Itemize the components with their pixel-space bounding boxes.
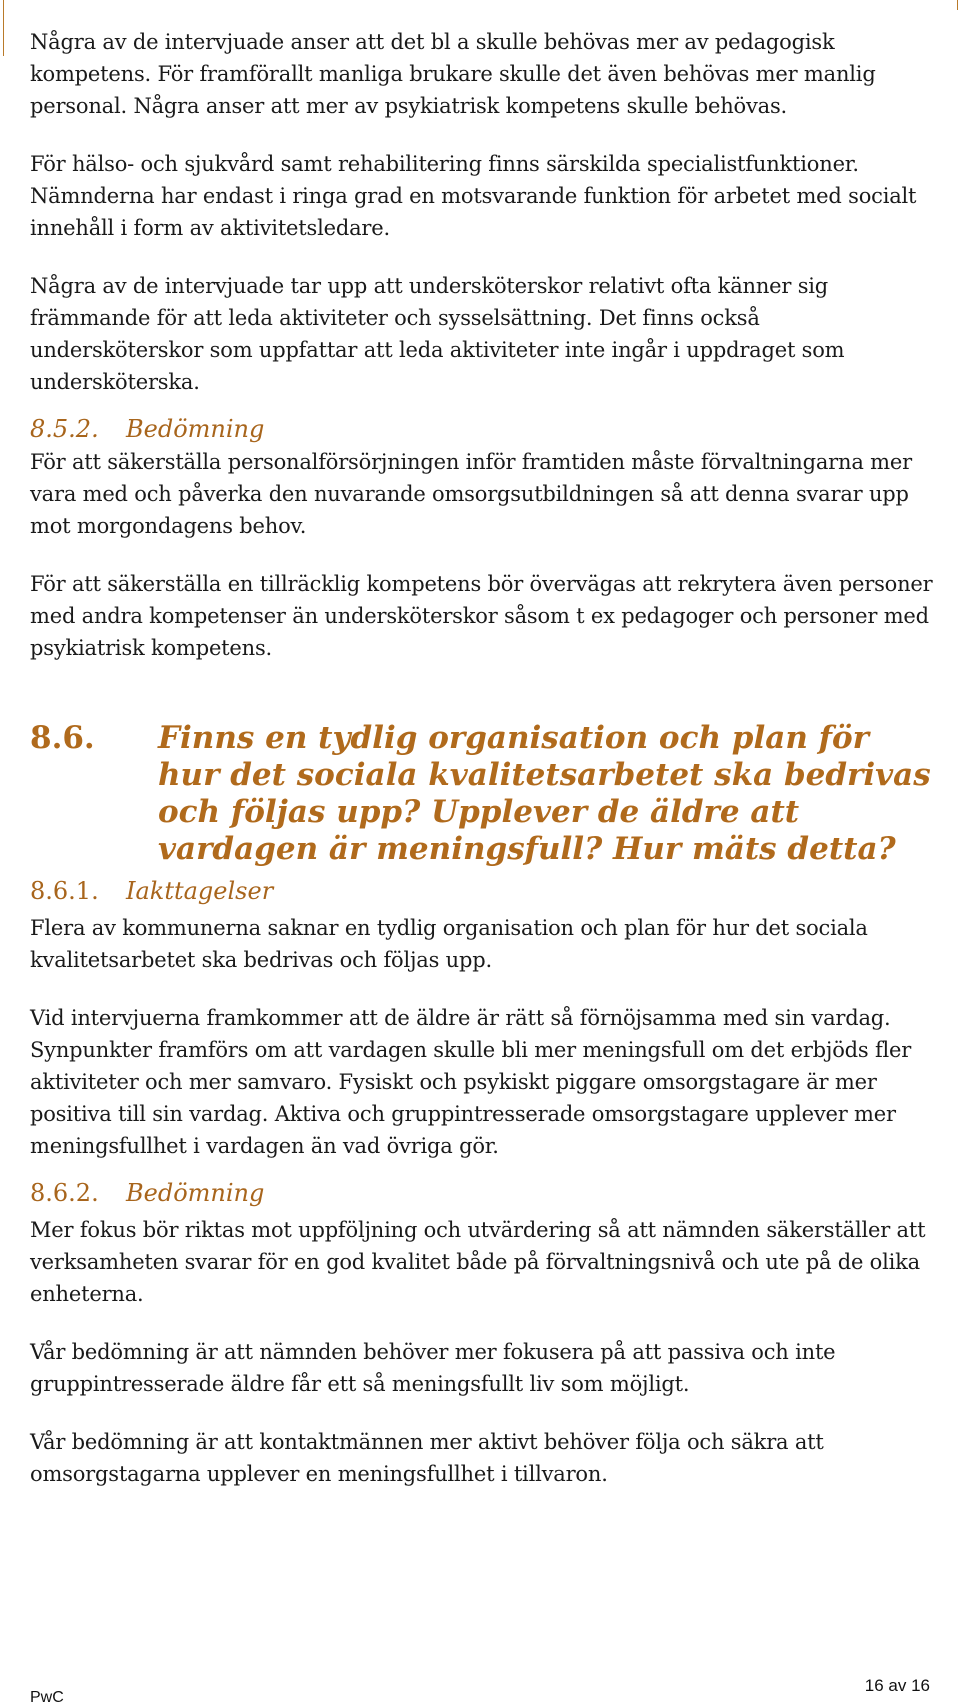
chapter-number: 8.6.	[30, 720, 95, 756]
document-body	[30, 26, 935, 1516]
section-heading-8-6-1	[30, 874, 935, 908]
page-frame-left	[3, 0, 4, 56]
paragraph: Några av de intervjuade anser att det bl a skulle behövas mer av pedagogisk kompetens. För framförallt manliga brukare skulle det även behövas mer manlig personal. Några anser att mer av psykiatrisk kompetens skulle behövas.	[30, 30, 876, 118]
paragraph: Vid intervjuerna framkommer att de äldre är rätt så förnöjsamma med sin vardag. Synpunkter framförs om att vardagen skulle bli mer meningsfull om det erbjöds fler aktiviteter och mer samvaro. Fysiskt och psykiskt piggare omsorgstagare är mer positiva till sin vardag. Aktiva och gruppintresserade omsorgstagare upplever mer meningsfullhet i vardagen än vad övriga gör.	[30, 1006, 912, 1158]
paragraph: Vår bedömning är att nämnden behöver mer fokusera på att passiva och inte gruppintresserade äldre får ett så meningsfullt liv som möjligt.	[30, 1340, 836, 1396]
section-title: Bedömning	[126, 1179, 265, 1207]
paragraph: Några av de intervjuade tar upp att undersköterskor relativt ofta känner sig främmande för att leda aktiviteter och sysselsättning. Det finns också undersköterskor som uppfattar att leda aktiviteter inte ingår i uppdraget som undersköterska.	[30, 274, 845, 394]
page-frame-right	[957, 0, 958, 10]
section-title: Bedömning	[126, 415, 265, 443]
page-number: 16 av 16	[864, 1676, 930, 1695]
paragraph: Vår bedömning är att kontaktmännen mer aktivt behöver följa och säkra att omsorgstagarna upplever en meningsfullhet i tillvaron.	[30, 1430, 824, 1486]
section-title: Iakttagelser	[126, 877, 274, 905]
section-number: 8.6.2.	[30, 1179, 99, 1207]
chapter-heading-8-6	[30, 720, 935, 868]
section-number: 8.5.2.	[30, 415, 99, 443]
paragraph: Mer fokus bör riktas mot uppföljning och utvärdering så att nämnden säkerställer att verksamheten svarar för en god kvalitet både på förvaltningsnivå och ute på de olika enheterna.	[30, 1218, 926, 1306]
paragraph: För att säkerställa personalförsörjningen inför framtiden måste förvaltningarna mer vara med och påverka den nuvarande omsorgsutbildningen så att denna svarar upp mot morgondagens behov.	[30, 450, 912, 538]
paragraph: För att säkerställa en tillräcklig kompetens bör övervägas att rekrytera även personer med andra kompetenser än undersköterskor såsom t ex pedagoger och personer med psykiatrisk kompetens.	[30, 572, 933, 660]
paragraph: Flera av kommunerna saknar en tydlig organisation och plan för hur det sociala kvalitetsarbetet ska bedrivas och följas upp.	[30, 916, 868, 972]
section-number: 8.6.1.	[30, 877, 99, 905]
footer-brand: PwC	[30, 1689, 64, 1706]
section-heading-8-5-2	[30, 412, 935, 446]
paragraph: För hälso- och sjukvård samt rehabilitering finns särskilda specialistfunktioner. Nämnderna har endast i ringa grad en motsvarande funktion för arbetet med socialt innehåll i form av aktivitetsledare.	[30, 152, 917, 240]
chapter-title: Finns en tydlig organisation och plan för hur det sociala kvalitetsarbetet ska bedrivas och följas upp? Upplever de äldre att vardagen är meningsfull? Hur mäts detta?	[158, 720, 931, 867]
section-heading-8-6-2	[30, 1176, 935, 1210]
